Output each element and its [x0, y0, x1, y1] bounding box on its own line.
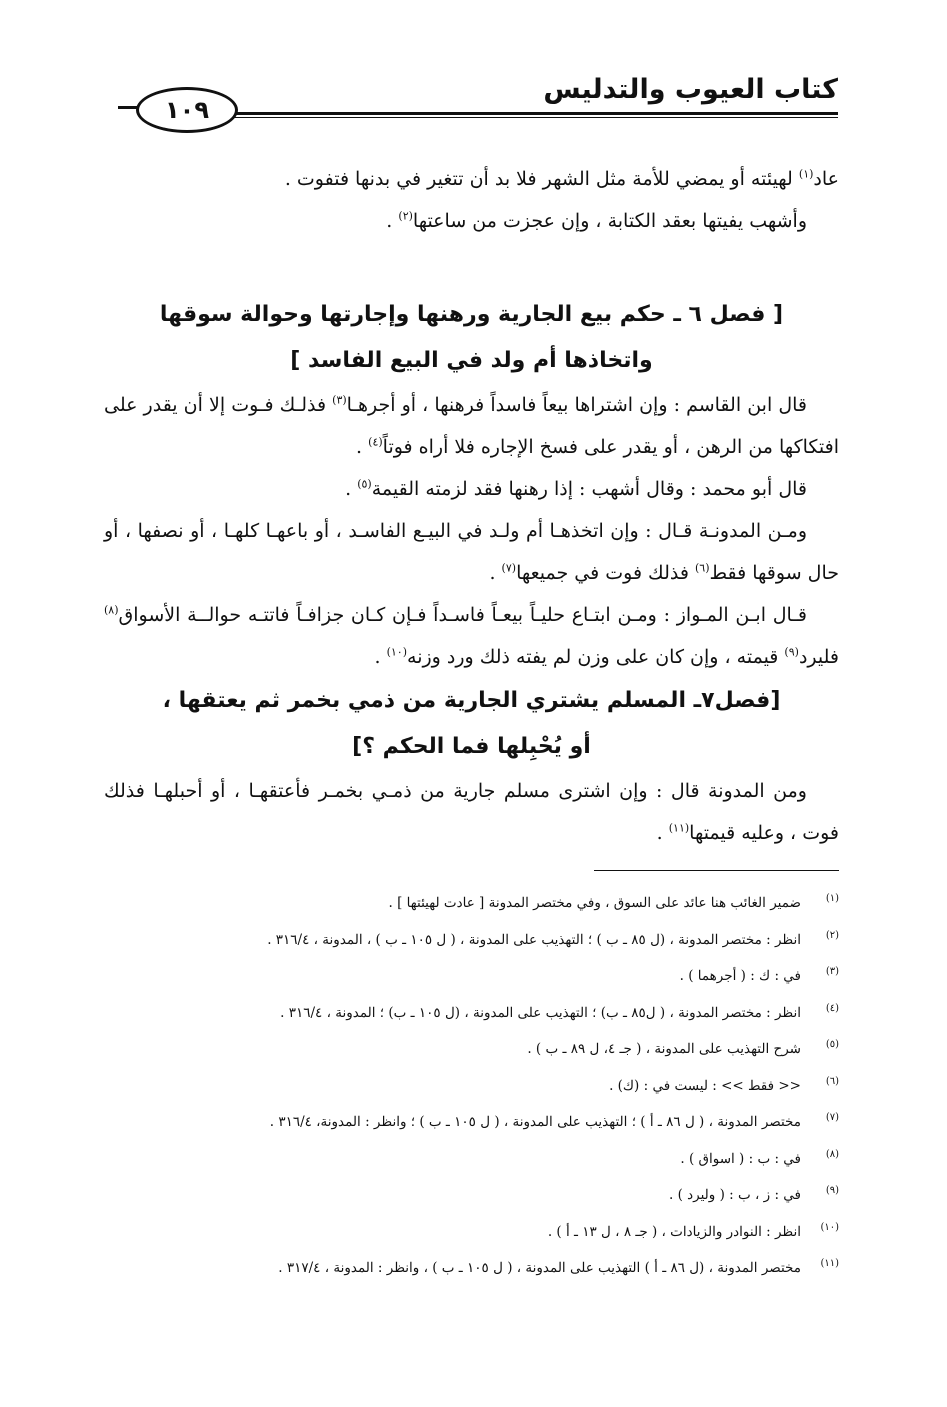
text: قال ابن القاسم : وإن اشتراها بيعاً فاسداً فرهنها ، أو أجرهـا: [346, 394, 807, 416]
heading-line: أو يُحْبِلها فما الحكم ؟]: [352, 734, 591, 759]
footnote: [104, 1068, 839, 1105]
text: ومـن المدونـة قـال : وإن اتخذهـا أم ولـد في البيـع الفاسـد ، أو باعهـا كلهـا ، أو نصفها ، أو حال سوقها فقط: [104, 520, 839, 584]
footnote: [104, 1214, 839, 1251]
footnote: [104, 1104, 839, 1141]
footnote-text: في : ك : ( أجرهما ) .: [679, 968, 801, 984]
footnote-number: (٩): [825, 1185, 839, 1196]
text: عاد: [813, 168, 839, 190]
heading-line: [ فصل ٦ ـ حكم بيع الجارية ورهنها وإجارتها وحوالة سوقها: [159, 302, 784, 327]
text: .: [386, 210, 399, 232]
text: ومن المدونة قال : وإن اشترى مسلم جارية من ذمـي بخمـر فأعتقهـا ، أو أحبلهـا فذلك فوت ، وعليه قيمتها: [104, 780, 839, 844]
footnote-number: (٣): [825, 966, 839, 977]
page-number: ١٠٩: [165, 96, 209, 124]
footnote-ref: (٧): [501, 561, 517, 575]
paragraph-6: [104, 594, 839, 678]
footnote-number: (٦): [825, 1075, 839, 1087]
page-number-badge: [136, 87, 238, 133]
footnote-number: (٧): [825, 1112, 839, 1123]
footnote-number: (٢): [825, 929, 839, 941]
heading-line: [فصل٧ـ المسلم يشتري الجارية من ذمي بخمر ثم يعتقها ،: [162, 688, 781, 713]
footnote: [104, 922, 839, 959]
text: .: [656, 822, 669, 844]
text: .: [356, 436, 369, 458]
section-heading-7: [104, 678, 839, 770]
footnote-ref: (٤): [368, 435, 383, 449]
footnote-number: (١): [825, 893, 839, 904]
footnote: [104, 958, 839, 995]
footnote-ref: (٢): [398, 209, 413, 223]
text: لهيئته أو يمضي للأمة مثل الشهر فلا بد أن تتغير في بدنها فتفوت .: [284, 168, 799, 190]
book-title: كتاب العيوب والتدليس: [543, 74, 838, 105]
footnote-text: شرح التهذيب على المدونة ، ( جـ ٤، ل ٨٩ ـ ب ) .: [527, 1041, 801, 1057]
text: قيمته ، وإن كان على وزن لم يفته ذلك ورد وزنه: [407, 646, 785, 668]
header-rule: [228, 112, 838, 118]
footnote-text: انظر : مختصر المدونة ، ( ل٨٥ ـ ب) ؛ التهذيب على المدونة ، (ل ١٠٥ ـ ب) ؛ المدونة ، ٣١٦/٤ .: [280, 1004, 801, 1021]
footnote-text: انظر : النوادر والزيادات ، ( جـ ٨ ، ل ١٣ ـ أ ) .: [547, 1223, 801, 1240]
paragraph-3: [104, 384, 839, 468]
footnote: [104, 1177, 839, 1214]
footnote-number: (٤): [825, 1002, 839, 1014]
text: .: [374, 646, 387, 668]
footnote-number: (٥): [825, 1039, 839, 1050]
paragraph-7: [104, 770, 839, 854]
text: .: [345, 478, 358, 500]
text: فذلـك فـوت إلا أن يقدر على افتكاكها من الرهن ، أو يقدر على فسخ الإجاره فلا أراه فوتاً: [104, 394, 839, 458]
text: قـال ابـن المـواز : ومـن ابتـاع حليـاً بيعـاً فاسـداً فـإن كـان جزافـاً فاتتـه حوالــة الأسواق: [118, 604, 807, 626]
footnote-text: مختصر المدونة ، (ل ٨٦ ـ أ ) التهذيب على المدونة ، ( ل ١٠٥ ـ ب ) ، وانظر : المدونة ، ٣١٧/٤ .: [278, 1260, 801, 1276]
footnotes-list: [104, 885, 839, 1287]
footnote-ref: (٨): [104, 603, 119, 617]
footnote-ref: (١): [798, 167, 814, 181]
footnote: [104, 995, 839, 1032]
footnote-text: مختصر المدونة ، ( ل ٨٦ ـ أ ) ؛ التهذيب على المدونة ، ( ل ١٠٥ ـ ب ) ؛ وانظر : المدونة، ٣١٦/٤ .: [269, 1114, 801, 1130]
paragraph-2: [104, 200, 839, 242]
footnote-ref: (٦): [694, 561, 710, 575]
header-rule-tail: [118, 106, 138, 109]
page-content: [104, 158, 839, 1287]
footnote-text: انظر : مختصر المدونة ، (ل ٨٥ ـ ب ) ؛ التهذيب على المدونة ، ( ل ١٠٥ ـ ب ) ، المدونة ، ٣١٦/٤ .: [267, 931, 801, 948]
footnote: [104, 1031, 839, 1068]
text: قال أبو محمد : وقال أشهب : إذا رهنها فقد لزمته القيمة: [371, 478, 807, 500]
footnote-ref: (١١): [668, 821, 690, 835]
footnote-ref: (٩): [784, 645, 799, 659]
text: فذلك فوت في جميعها: [516, 562, 695, 584]
running-header: [118, 70, 838, 140]
section-heading-6: [104, 292, 839, 384]
footnote-text: << فقط >> : ليست في : (ك) .: [609, 1077, 801, 1094]
footnote: [104, 885, 839, 922]
text: فليرد: [798, 646, 839, 668]
paragraph-5: [104, 510, 839, 594]
footnote-ref: (٥): [357, 477, 372, 491]
footnote-text: في : ب : ( اسواق ) .: [680, 1150, 801, 1167]
text: وأشهب يفيتها بعقد الكتابة ، وإن عجزت من ساعتها: [412, 210, 807, 232]
footnote-number: (٨): [825, 1148, 839, 1160]
footnote-text: في : ز ، ب : ( وليرد ) .: [668, 1187, 801, 1203]
footnote: [104, 1250, 839, 1287]
text: .: [489, 562, 502, 584]
footnote-ref: (١٠): [386, 645, 408, 659]
footnote: [104, 1141, 839, 1178]
footnote-separator: [594, 870, 839, 871]
footnote-number: (١١): [820, 1258, 839, 1269]
heading-line: واتخاذها أم ولد في البيع الفاسد ]: [290, 348, 653, 373]
footnote-ref: (٣): [332, 393, 347, 407]
paragraph-1: [104, 158, 839, 200]
footnote-number: (١٠): [820, 1221, 839, 1233]
paragraph-4: [104, 468, 839, 510]
footnote-text: ضمير الغائب هنا عائد على السوق ، وفي مختصر المدونة [ عادت لهيئتها ] .: [388, 895, 801, 911]
